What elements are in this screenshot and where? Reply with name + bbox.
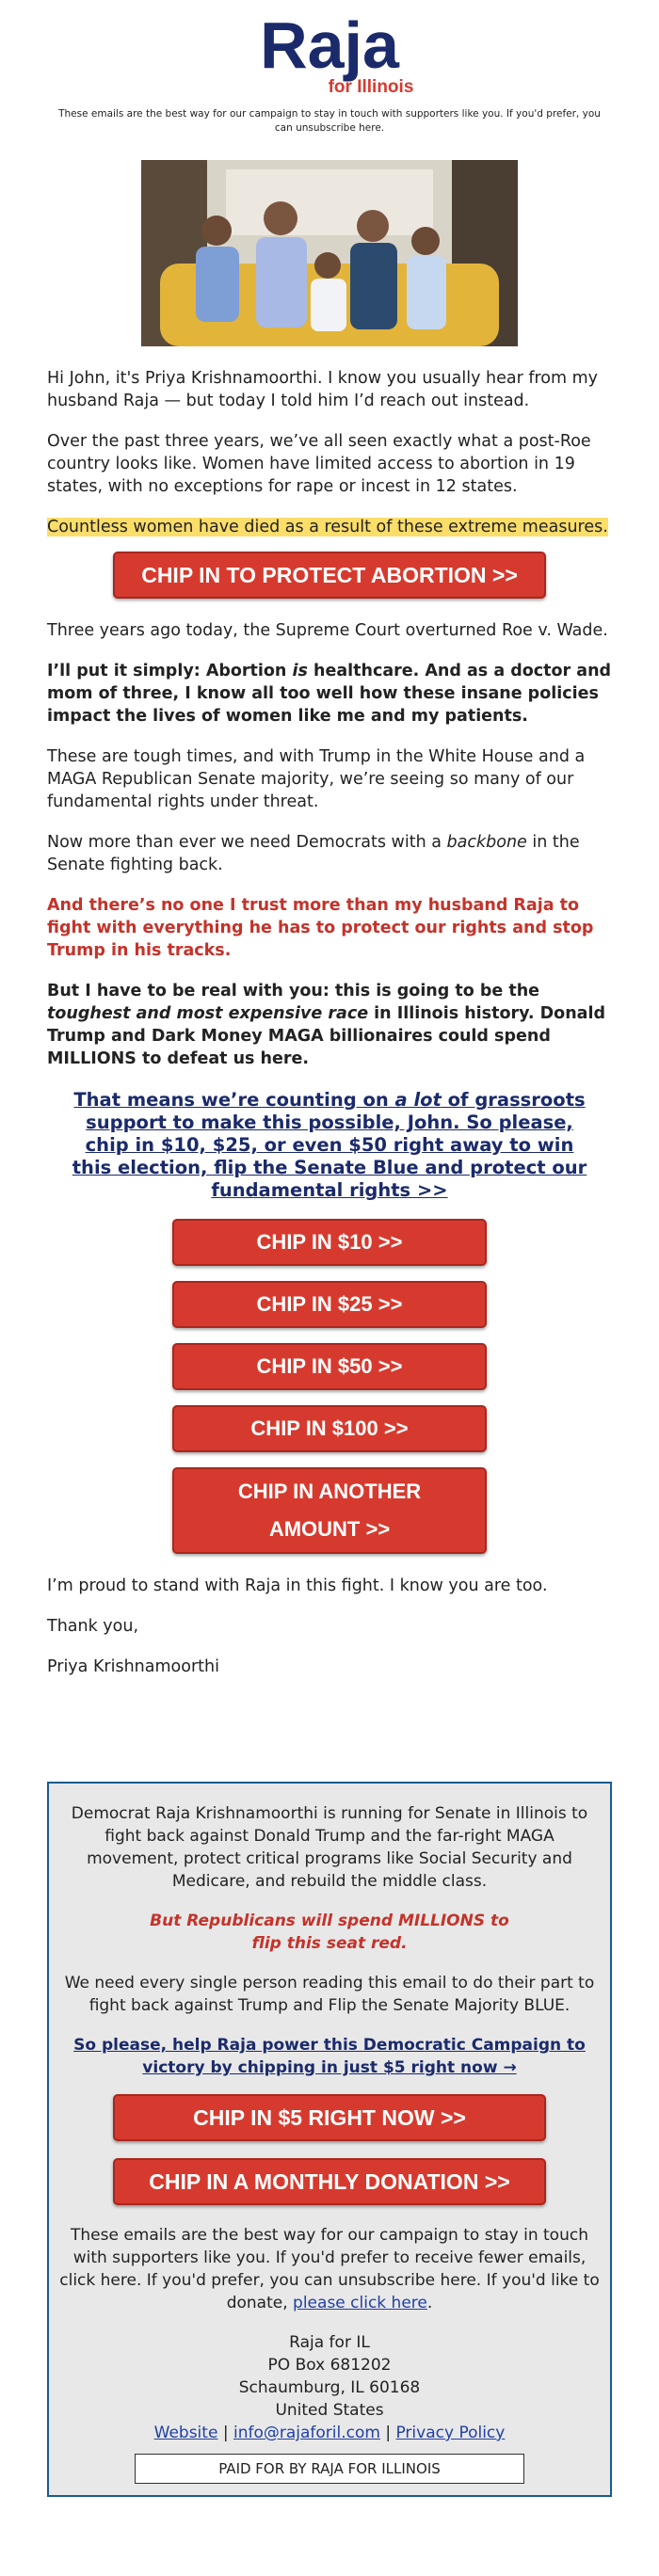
footer-notice-text: These emails are the best way for our campaign to stay in touch with supporters like you. If you'd prefer to receive fewer emails, click here. If you'd prefer, you can unsubscribe here. If you'd like to donate, <box>59 2226 600 2312</box>
chip-in-other-amount-button[interactable] <box>172 1467 487 1554</box>
country-line: United States <box>275 2401 384 2420</box>
para-tough-times: These are tough times, and with Trump in the White House and a MAGA Republican Senate majority, we’re seeing so many of our fundamental rights under threat. <box>47 747 586 811</box>
link-b[interactable]: of grassroots support to make this possible, John. So please, chip in $10, $25, or even $50 right away to win this election, flip the Senate Blue and protect our fundamental rights >> <box>72 1089 587 1201</box>
city-line: Schaumburg, IL 60168 <box>238 2378 421 2397</box>
other-line1[interactable]: CHIP IN ANOTHER <box>237 1480 422 1503</box>
chip-in-25-button[interactable]: CHIP IN $25 >> <box>172 1281 487 1328</box>
highlight-text: Countless women have died as a result of these extreme measures. <box>47 518 608 536</box>
letter-body <box>0 367 659 1678</box>
chip-in-50-button[interactable]: CHIP IN $50 >> <box>172 1343 487 1390</box>
link-separator-2: | <box>385 2424 392 2442</box>
family-photo <box>141 160 518 346</box>
chip-in-100-button[interactable]: CHIP IN $100 >> <box>172 1405 487 1452</box>
other-line2[interactable]: AMOUNT >> <box>268 1517 391 1541</box>
highlight-para <box>47 516 612 538</box>
thank-you: Thank you, <box>47 1617 139 1636</box>
chip-in-10-button[interactable]: CHIP IN $10 >> <box>172 1219 487 1266</box>
link-separator-1: | <box>222 2424 229 2442</box>
amount-buttons <box>47 1219 612 1554</box>
raja-logo-image <box>226 8 433 102</box>
footer-notice-end: . <box>426 2294 433 2312</box>
chip-in-5-button[interactable]: CHIP IN $5 RIGHT NOW >> <box>113 2094 546 2141</box>
bold-a: I’ll put it simply: Abortion <box>47 662 293 680</box>
bottom-spacer <box>0 2497 659 2516</box>
backbone-a: Now more than ever we need Democrats with a <box>47 833 447 852</box>
bold-healthcare-para <box>47 660 612 728</box>
link-em[interactable]: a lot <box>394 1089 442 1111</box>
greeting: Hi John, it's Priya Krishnamoorthi. I know you usually hear from my husband Raja — but today I told him I’d reach out instead. <box>47 369 599 410</box>
org-name: Raja for IL <box>289 2333 370 2352</box>
chip-in-link[interactable] <box>66 1089 593 1202</box>
para-three-years: Three years ago today, the Supreme Court overturned Roe v. Wade. <box>47 621 608 640</box>
bold-is: is <box>292 662 308 680</box>
real-talk-para <box>47 980 612 1070</box>
privacy-policy-link[interactable]: Privacy Policy <box>395 2424 506 2442</box>
backbone-em: backbone <box>446 833 527 852</box>
po-box: PO Box 681202 <box>267 2356 392 2375</box>
paid-for-disclaimer: PAID FOR BY RAJA FOR ILLINOIS <box>135 2454 524 2484</box>
backbone-b: in the Senate fighting back. <box>47 833 580 874</box>
donate-link[interactable]: please click here <box>293 2294 427 2312</box>
footer-about: Democrat Raja Krishnamoorthi is running for Senate in Illinois to fight back against Donald Trump and the far-right MAGA movement, protect critical programs like Social Security and Medicare, and rebuild the middle class. <box>71 1804 588 1891</box>
real-b: in Illinois history. Donald Trump and Dark Money MAGA billionaires could spend MILLIONS to defeat us here. <box>47 1004 605 1068</box>
chip-in-protect-abortion-button[interactable]: CHIP IN TO PROTECT ABORTION >> <box>113 552 546 599</box>
footer-address <box>58 2331 601 2444</box>
logo <box>0 0 659 102</box>
email-link[interactable]: info@rajaforil.com <box>233 2424 380 2442</box>
logo-main-text: Raja <box>260 8 399 82</box>
footer-need: We need every single person reading this email to do their part to fight back against Trump and Flip the Senate Majority BLUE. <box>64 1974 595 2015</box>
signature: Priya Krishnamoorthi <box>47 1657 219 1676</box>
closing-line: I’m proud to stand with Raja in this fight. I know you are too. <box>47 1576 548 1595</box>
top-unsubscribe-notice[interactable]: These emails are the best way for our campaign to stay in touch with supporters like you. If you'd prefer, you can unsubscribe here. <box>58 108 601 134</box>
real-a: But I have to be real with you: this is going to be the <box>47 982 540 1000</box>
link-a[interactable]: That means we’re counting on <box>73 1089 395 1111</box>
chip-in-monthly-button[interactable]: CHIP IN A MONTHLY DONATION >> <box>113 2158 546 2205</box>
para-roe: Over the past three years, we’ve all seen exactly what a post-Roe country looks like. Women have limited access to abortion in 19 states, with no exceptions for rape or incest in 12 states. <box>47 432 591 496</box>
footer-links <box>58 2422 601 2444</box>
backbone-para <box>47 831 612 876</box>
cta-protect-wrap <box>47 552 612 599</box>
red-trust-para: And there’s no one I trust more than my husband Raja to fight with everything he has to protect our rights and stop Trump in his tracks. <box>47 896 594 960</box>
footer-notice <box>58 2224 601 2314</box>
footer-warning: But Republicans will spend MILLIONS to flip this seat red. <box>150 1912 509 1953</box>
footer-buttons <box>58 2094 601 2205</box>
website-link[interactable]: Website <box>153 2424 218 2442</box>
logo-sub-text: for Illinois <box>328 77 414 97</box>
footer-ask-link[interactable]: So please, help Raja power this Democratic Campaign to victory by chipping in just $5 right now → <box>73 2036 586 2077</box>
footer-box <box>47 1782 612 2497</box>
real-em: toughest and most expensive race <box>47 1004 369 1023</box>
bold-b: healthcare. And as a doctor and mom of three, I know all too well how these insane policies impact the lives of women like me and my patients. <box>47 662 612 726</box>
